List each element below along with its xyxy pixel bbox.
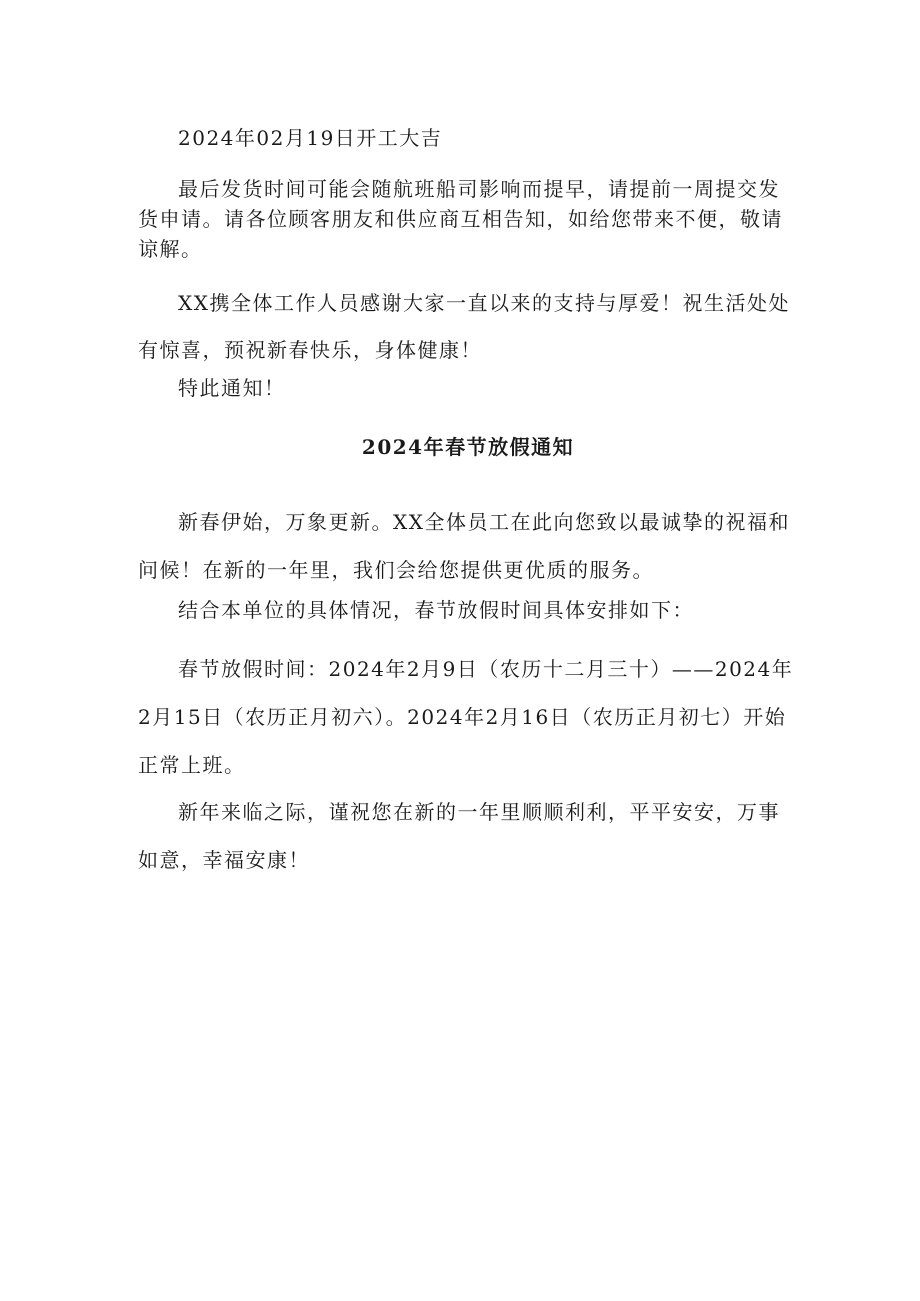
paragraph-thanks: XX携全体工作人员感谢大家一直以来的支持与厚爱！祝生活处处有惊喜，预祝新春快乐，身体健康！ [138,291,790,362]
paragraph-holiday-schedule: 春节放假时间：2024年2月9日（农历十二月三十）——2024年2月15日（农历正月初六）。2024年2月16日（农历正月初七）开始正常上班。 [138,657,794,777]
paragraph-work-start-date: 2024年02月19日开工大吉 [178,126,443,150]
paragraph-notice-closing: 特此通知！ [178,376,286,400]
notice-title: 2024年春节放假通知 [361,435,575,459]
paragraph-arrangement-intro: 结合本单位的具体情况，春节放假时间具体安排如下： [178,598,694,622]
paragraph-shipping-notice: 最后发货时间可能会随航班船司影响而提早，请提前一周提交发货申请。请各位顾客朋友和供应商互相告知，如给您带来不便，敬请谅解。 [138,177,783,261]
paragraph-new-year-wishes: 新年来临之际，谨祝您在新的一年里顺顺利利，平平安安，万事如意，幸福安康！ [138,800,780,872]
paragraph-greeting: 新春伊始，万象更新。XX全体员工在此向您致以最诚挚的祝福和问候！在新的一年里，我们会给您提供更优质的服务。 [138,510,790,582]
